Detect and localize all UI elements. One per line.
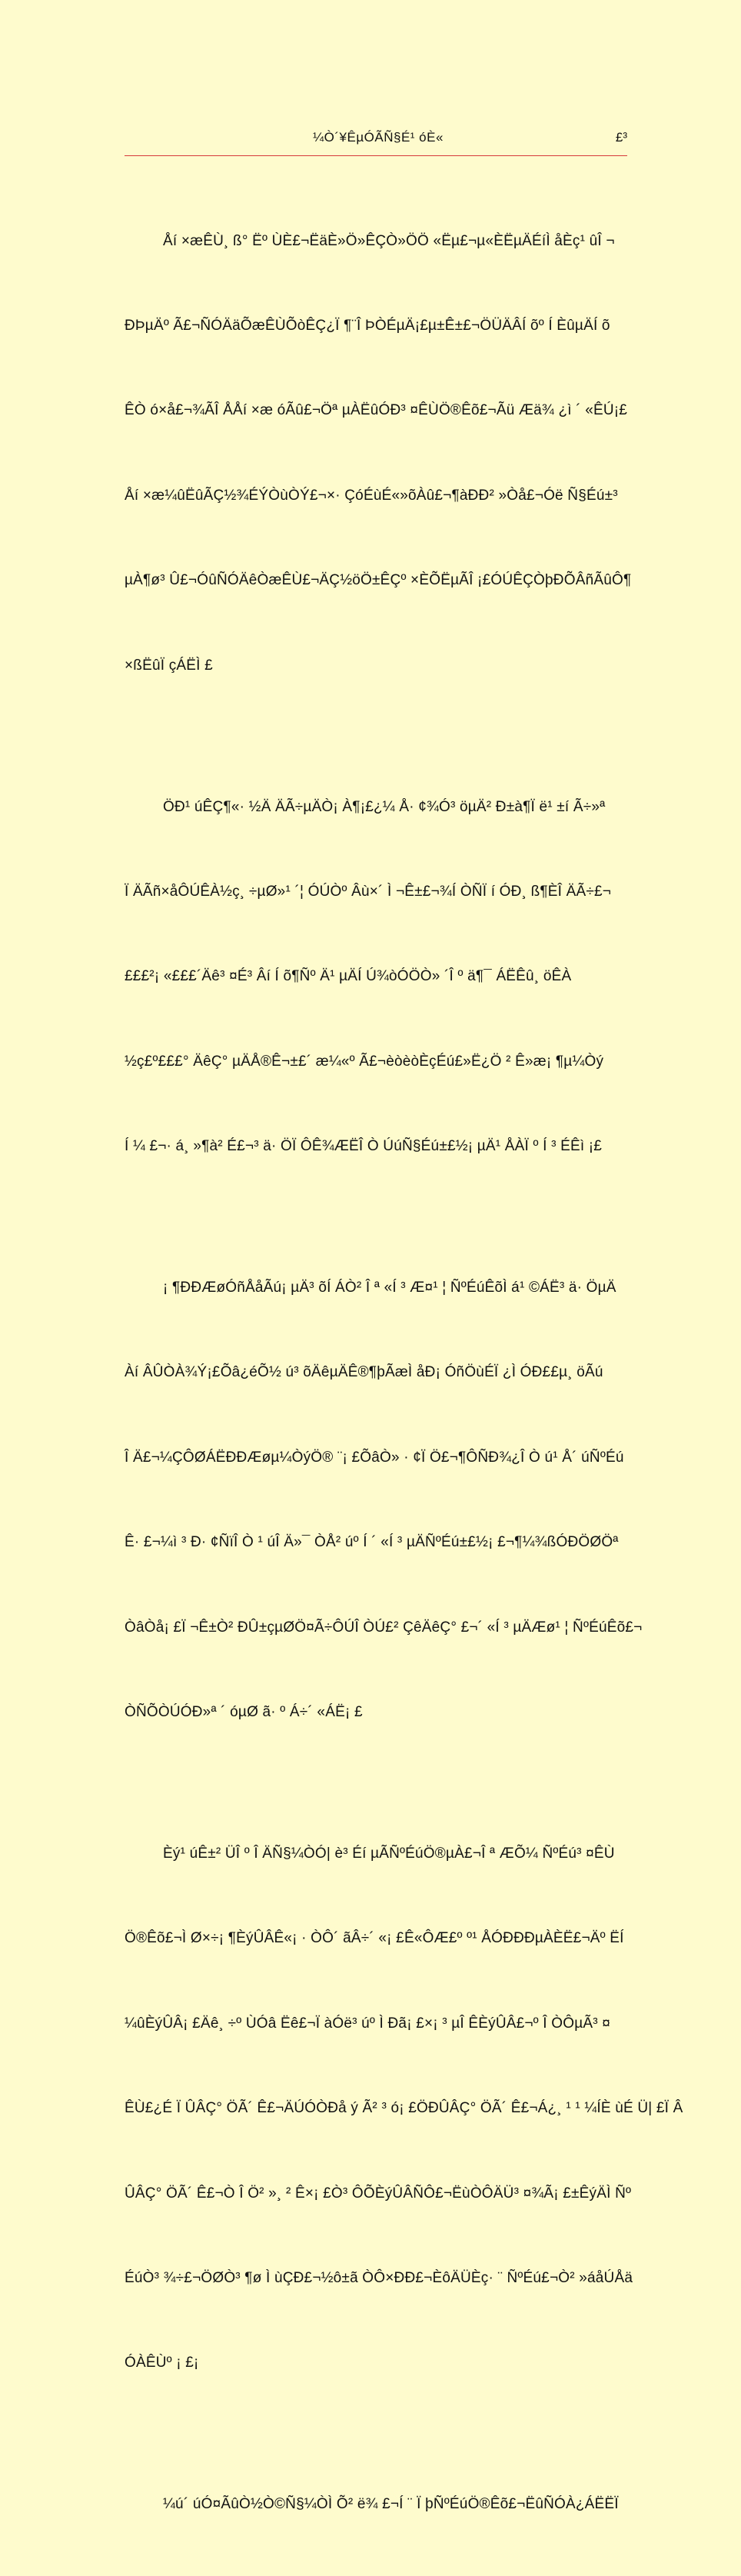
text-line: £££²¡ «£££´Äê³ ¤É³ Âí Í õ¶Ñº Ä¹ µÄÍ Ú¾òÓÖÒ» ´Î º ä¶¯ ÁËÊû¸ öÊÀ [125,968,572,985]
paragraph-4 [125,1783,683,2434]
text-line: Àí ÂÛÒÀ¾Ý¡£Õâ¿éÕ½ ú³ õÄêµÄÊ®¶þÃæÌ åÐ¡ ÓñÖùÉÏ ¿Ì ÓÐ££µ¸ öÃú [125,1364,603,1381]
paragraph-3 [125,1217,643,1783]
body-text [125,171,683,2576]
text-line: Åí ×æÊÙ¸ ß° Ëº ÙÈ£¬ËäÈ»Ö»ÊÇÒ»ÖÖ «Ëµ£¬µ«ÈËµÄÉíÌ åÈç¹ ûÎ ¬ [163,232,615,249]
text-line: Î Ä£¬¼ÇÔØÁËÐÐÆøµ¼ÒýÖ® ¨¡ £ÕâÒ» · ¢Ï Ö£¬¶ÔÑÐ¾¿Î Ò ú¹ Å´ úÑºÉú [125,1449,624,1466]
text-line: ¡ ¶ÐÐÆøÓñÅåÃú¡ µÄ³ õÍ ÁÒ² Î ª «Í ³ Æ¤¹ ¦ ÑºÉúÊõÌ á¹ ©ÁË³ ä· ÖµÄ [163,1280,616,1296]
text-line: ÛÂÇ° ÖÃ´ Ê£¬Ò Î Ö² »¸ ² Ê×¡ £Ò³ ÔÕÈýÛÂÑÔ£¬ËùÒÔÄÜ³ ¤¾Ã¡ £±ÊýÄÌ Ñº [125,2185,632,2202]
text-line: Ê· £¬¼ì ³ Ð· ¢ÑïÎ Ò ¹ úÎ Ä»¯ ÒÅ² úº Í ´ «Í ³ µÄÑºÉú±£½¡ £¬¶¼¾ßÓÐÖØÖª [125,1534,619,1551]
text-line: ½ç£º£££° ÄêÇ° µÄÅ®Ê¬±£´ æ¼«º Ã£¬èòèòÈçÉú£»Ë¿Ö ² Ê»æ¡ ¶µ¼Òý [125,1053,604,1070]
text-line: ÊÒ ó×å£¬¾ÃÎ ÅÅí ×æ óÃû£¬Öª µÀËûÓÐ³ ¤ÊÙÖ®Êõ£¬Ãü Æä¾ ¿ì ´ «ÊÚ¡£ [125,402,628,419]
paragraph-1 [125,171,630,737]
text-line: ÒÑÕÒÚÓÐ»ª ´ óµØ ã· º Á÷´ «ÁË¡ £ [125,1704,363,1721]
text-line: ÉúÒ³ ¾÷£¬ÖØÒ³ ¶ø Ì ùÇÐ£¬½ô±ã ÒÔ×ÐÐ£¬ÈôÄÜÈç· ¨ ÑºÉú£¬Ò² »áåÚÅä [125,2269,633,2286]
text-line: Í ¼ £¬· á¸ »¶à² É£¬³ ä· ÖÏ ÔÊ¾ÆËÎ Ò ÚúÑ§Éú±£½¡ µÄ¹ ÅÀÏ º Í ³ ÉÊì ¡£ [125,1138,603,1155]
text-line: Åí ×æ¼ûËûÃÇ½¾ÉÝÒùÒÝ£¬×· ÇóÉùÉ«»õÀû£¬¶àÐÐ² »Òå£¬Óë Ñ§Éú±³ [125,487,618,504]
paragraph-5 [125,2435,630,2576]
page-number: £³ [615,130,627,145]
text-line: µÀ¶ø³ Û£¬ÓûÑÓÄêÒæÊÙ£¬ÄÇ½öÖ±ÊÇº ×ÈÕËµÃÎ ¡£ÓÚÊÇÒþÐÕÂñÃûÔ¶ [125,572,632,589]
page-header [125,129,627,156]
text-line: Èý¹ úÊ±² ÜÎ º Î ÄÑ§¼ÒÓ| è³ Éí µÃÑºÉúÖ®µÀ£¬Î ª ÆÕ¼ ÑºÉú³ ¤ÊÙ [163,1845,615,1862]
text-line: ¼ú´ úÓ¤ÃûÒ½Ò©Ñ§¼ÒÌ Õ² ë¾ £¬Í ¨ Ï þÑºÉúÖ®Êõ£¬ËûÑÓÀ¿ÁËËÏ [163,2496,619,2513]
text-line: ¼ûÈýÛÂ¡ £Äê¸ ÷º ÙÓâ Ëê£¬Ï àÓë³ úº Ì Ðã¡ £×¡ ³ µÎ ÊÈýÛÂ£¬º Î ÒÔµÃ³ ¤ [125,2015,611,2032]
text-line: ÓÀÊÙº ¡ £¡ [125,2355,199,2371]
text-line: ÖÐ¹ úÊÇ¶«· ½Ä ÄÃ÷µÄÒ¡ À¶¡£¿¼ Å· ¢¾Ó³ öµÄ² Ð±à¶Ï ë¹ ±í Ã÷»ª [163,798,606,815]
text-line: Ï ÄÃñ×åÔÚÊÀ½ç¸ ÷µØ»¹ ´¦ ÓÚÒº Âù×´ Ì ¬Ê±£¬¾Í ÒÑÏ í ÓÐ¸ ß¶ÈÎ ÄÃ÷£¬ [125,883,612,900]
text-line: Ö®Êõ£¬Ì Ø×÷¡ ¶ÈýÛÂÊ«¡ · ÒÔ´ ãÂ÷´ «¡ £Ê«ÔÆ£º º¹ ÅÓÐÐÐµÀÈË£¬Äº ËÍ [125,1930,624,1947]
text-line: ÊÙ£¿É Ï ÛÂÇ° ÖÃ´ Ê£¬ÄÚÓÒÐå ý Ã² ³ ó¡ £ÖÐÛÂÇ° ÖÃ´ Ê£¬Á¿¸ ¹ ¹ ¼ÍÈ ùÉ Ü| £Ï Â [125,2100,683,2117]
text-line: ÒâÒå¡ £Ï ¬Ê±Ò² ÐÛ±çµØÖ¤Ã÷ÔÚÎ ÒÚ£² ÇêÄêÇ° £¬´ «Í ³ µÄÆø¹ ¦ ÑºÉúÊõ£¬ [125,1619,643,1636]
running-title: ¼Ò´¥ÊµÓÃÑ§É¹ óÈ« [313,130,444,145]
text-line: ÐÞµÄº Ã£¬ÑÓÄäÕæÊÙÕòÊÇ¿Ï ¶¨Î ÞÒÉµÄ¡£µ±Ê±£¬ÖÜÄÂÍ õº Í ÈûµÄÍ õ [125,317,610,334]
text-line: ×ßËûÏ çÁËÌ £ [125,657,213,674]
paragraph-2 [125,737,630,1218]
